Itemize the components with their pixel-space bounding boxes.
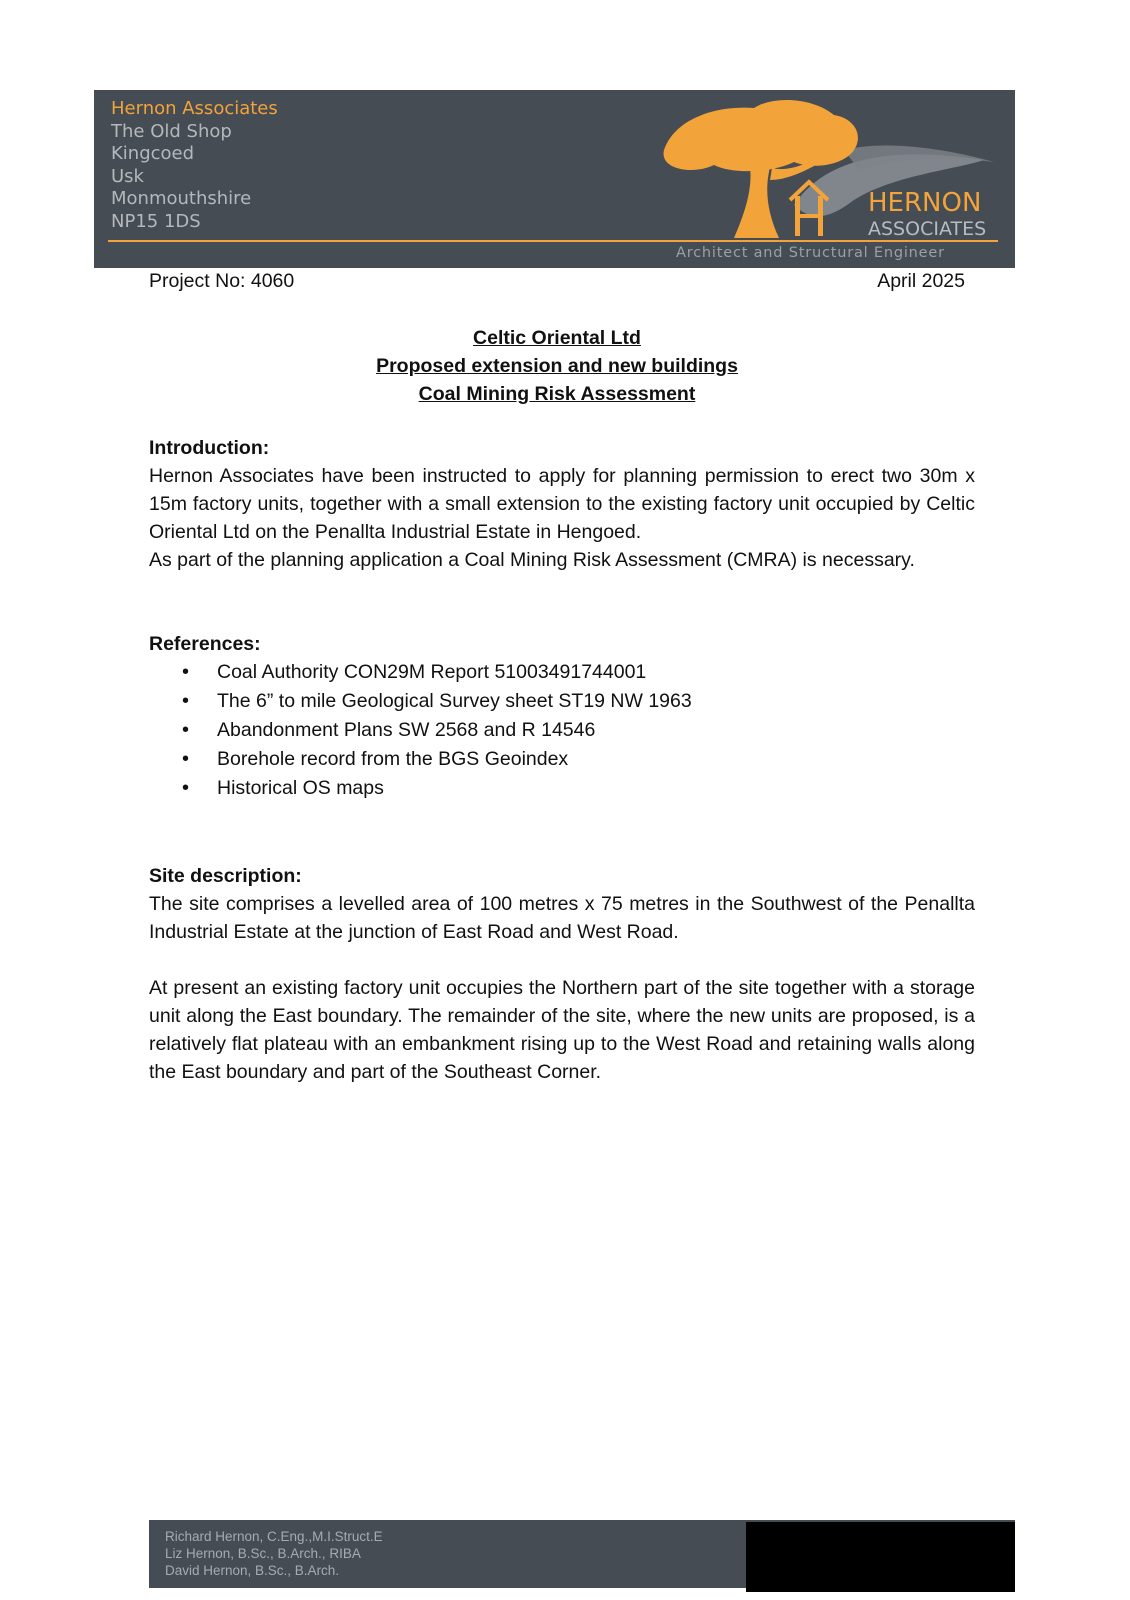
document-date: April 2025	[877, 270, 965, 292]
partner-name: Richard Hernon, C.Eng.,M.I.Struct.E	[165, 1529, 383, 1544]
list-item: • Borehole record from the BGS Geoindex	[217, 745, 975, 774]
address-line: The Old Shop	[111, 120, 232, 142]
partner-name: Liz Hernon, B.Sc., B.Arch., RIBA	[165, 1546, 361, 1561]
list-item: • Historical OS maps	[217, 774, 975, 803]
list-item: • Abandonment Plans SW 2568 and R 14546	[217, 716, 975, 745]
letterhead-banner	[94, 90, 1015, 268]
site-description-heading: Site description:	[149, 865, 302, 887]
site-description-paragraph: The site comprises a levelled area of 100 metres x 75 metres in the Southwest of the Penallta Industrial Estate at the junction of East Road and West Road.	[149, 893, 975, 943]
partner-name: David Hernon, B.Sc., B.Arch.	[165, 1563, 340, 1578]
list-item: • Coal Authority CON29M Report 51003491744001	[217, 658, 975, 687]
document-titles	[149, 324, 965, 408]
site-description-paragraph: At present an existing factory unit occupies the Northern part of the site together with a storage unit along the East boundary. The remainder of the site, where the new units are proposed, is a relatively flat plateau with an embankment rising up to the West Road and retaining walls along the East boundary and part of the Southeast Corner.	[149, 977, 975, 1083]
title-client: Celtic Oriental Ltd	[473, 327, 641, 349]
references-list	[149, 658, 975, 803]
tagline: Architect and Structural Engineer	[676, 245, 945, 261]
introduction-section	[149, 434, 975, 574]
firm-name: Hernon Associates	[111, 98, 278, 119]
address-line: NP15 1DS	[111, 210, 201, 232]
site-description-section	[149, 862, 975, 1086]
introduction-paragraph: Hernon Associates have been instructed to apply for planning permission to erect two 30m x 15m factory units, together with a small extension to the existing factory unit occupied by Celtic Oriental Ltd on the Penallta Industrial Estate in Hengoed.	[149, 465, 975, 543]
project-number: Project No: 4060	[149, 270, 295, 292]
introduction-heading: Introduction:	[149, 437, 270, 459]
address-line: Kingcoed	[111, 143, 195, 164]
logo-subtitle: ASSOCIATES	[868, 218, 987, 240]
banner-divider	[108, 240, 998, 242]
introduction-paragraph: As part of the planning application a Coal Mining Risk Assessment (CMRA) is necessary.	[149, 549, 915, 571]
address-line: Monmouthshire	[111, 188, 252, 209]
references-heading: References:	[149, 633, 261, 655]
list-item: • The 6” to mile Geological Survey sheet ST19 NW 1963	[217, 687, 975, 716]
logo-title: HERNON	[868, 188, 982, 218]
title-document: Coal Mining Risk Assessment	[418, 383, 696, 405]
references-section	[149, 630, 975, 803]
meta-row	[149, 270, 965, 293]
redaction-block	[746, 1522, 1015, 1592]
firm-address	[111, 98, 278, 233]
address-line: Usk	[111, 165, 144, 187]
title-project: Proposed extension and new buildings	[376, 355, 738, 377]
partner-names	[165, 1528, 383, 1579]
